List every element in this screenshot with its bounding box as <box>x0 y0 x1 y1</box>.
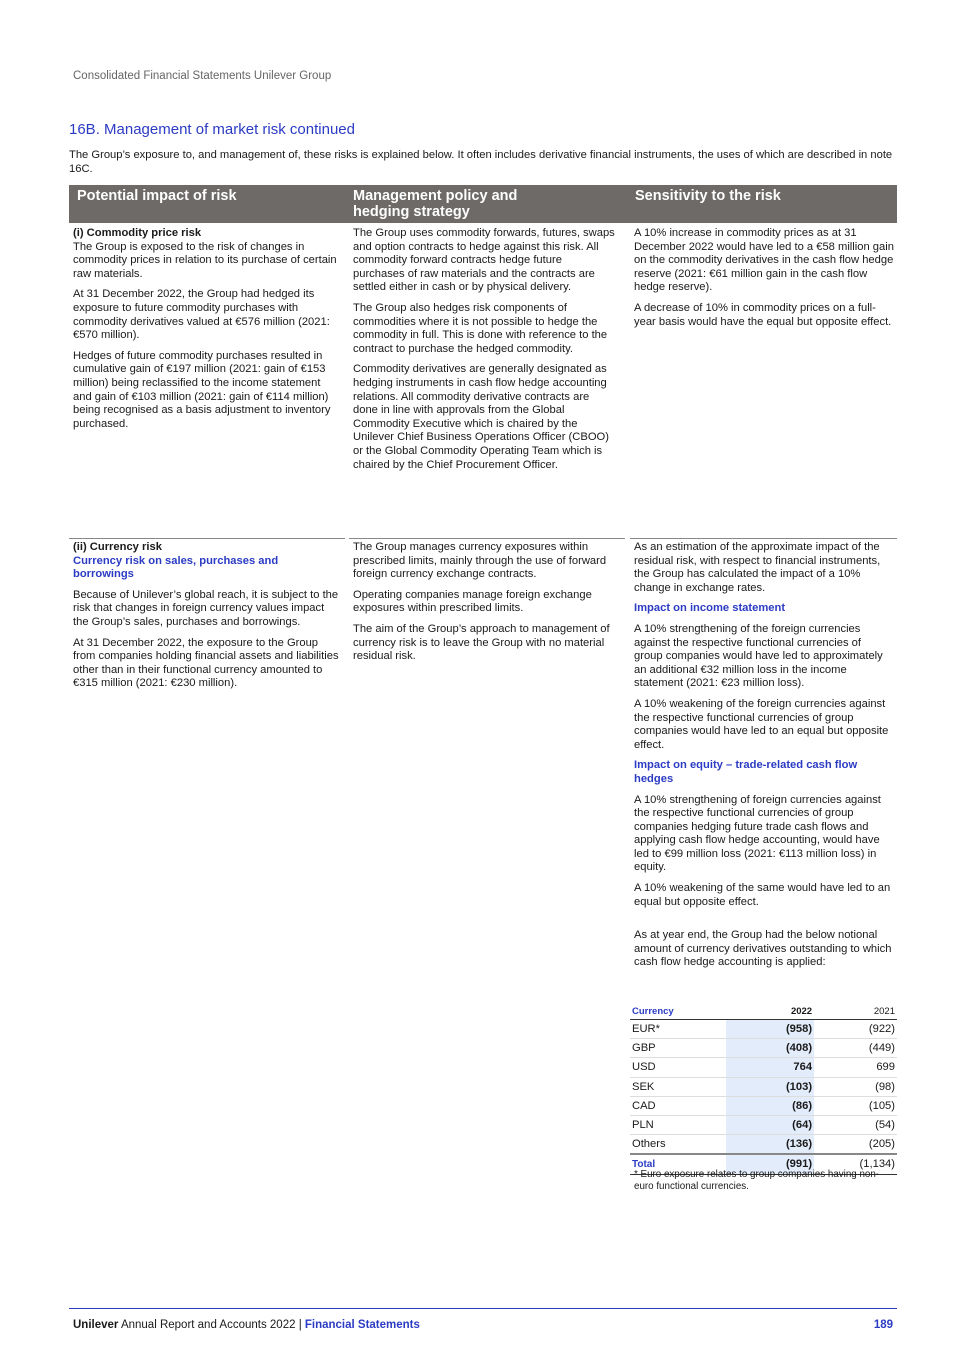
table-row <box>630 1115 897 1134</box>
cell: (86) <box>726 1096 814 1115</box>
cell: SEK <box>630 1077 726 1096</box>
cell: (98) <box>814 1077 897 1096</box>
paragraph: A 10% weakening of the foreign currencies against the respective functional currencies of group companies would have led to an equal but opposite effect. <box>634 697 889 751</box>
cell: 699 <box>814 1058 897 1077</box>
table-row <box>630 1096 897 1115</box>
paragraph: Operating companies manage foreign exchange exposures within prescribed limits. <box>353 588 592 615</box>
paragraph: As an estimation of the approximate impact of the residual risk, with respect to financial instruments, the Group has calculated the impact of a 10% change in exchange rates. <box>634 541 881 594</box>
cell: (54) <box>814 1115 897 1134</box>
cell: (136) <box>726 1135 814 1155</box>
currency-impact <box>73 541 339 698</box>
income-heading: Impact on income statement <box>634 602 786 615</box>
currency-heading: (ii) Currency risk <box>73 541 162 553</box>
cell: (991) <box>726 1154 814 1174</box>
commodity-sensitivity <box>634 227 894 336</box>
commodity-policy <box>353 227 615 479</box>
paragraph: The Group is exposed to the risk of changes in commodity prices in relation to its purchase of certain raw materials. <box>73 240 337 280</box>
currency-derivatives-table <box>630 1004 897 1175</box>
paragraph: A 10% strengthening of foreign currencies against the respective functional currencies of group companies hedging future trade cash flows and applying cash flow hedge accounting, would have led to €99 million loss (2021: €113 million loss) in equity. <box>634 793 881 874</box>
commodity-impact <box>73 227 338 438</box>
paragraph: Hedges of future commodity purchases resulted in cumulative gain of €197 million (2021: gain of €153 million) being reclassified to the income statement and gain of €103 million (2021: gain of €114 million) being recognised as a basis adjustment to inventory purchased. <box>73 349 331 430</box>
intro-paragraph: The Group’s exposure to, and management of, these risks is explained below. It often includes derivative financial instruments, the uses of which are described in note 16C. <box>69 149 893 175</box>
page-number: 189 <box>873 1319 893 1331</box>
cell: (408) <box>726 1039 814 1058</box>
cell: EUR* <box>630 1020 726 1039</box>
paragraph: The Group manages currency exposures within prescribed limits, mainly through the use of forward foreign currency exchange contracts. <box>353 541 607 581</box>
cell: (449) <box>814 1039 897 1058</box>
cell: PLN <box>630 1115 726 1134</box>
section-title: 16B. Management of market risk continued <box>69 121 355 138</box>
cell: Total <box>630 1154 726 1174</box>
running-header: Consolidated Financial Statements Unilever Group <box>73 70 332 82</box>
column-header: 2022 <box>726 1004 814 1020</box>
paragraph: A 10% weakening of the same would have led to an equal but opposite effect. <box>634 882 891 908</box>
cell: GBP <box>630 1039 726 1058</box>
header-policy: Management policy and hedging strategy <box>353 188 518 220</box>
currency-policy <box>353 541 619 671</box>
currency-sensitivity <box>634 541 892 977</box>
paragraph: The aim of the Group’s approach to management of currency risk is to leave the Group with no material residual risk. <box>353 622 610 663</box>
cell: 764 <box>726 1058 814 1077</box>
paragraph: Commodity derivatives are generally designated as hedging instruments in cash flow hedge accounting relations. All commodity derivative contracts are done in line with approvals from the Global Commodity Executive which is chaired by the Unilever Chief Business Operations Officer (CBOO) or the Global Commodity Operating Team which is chaired by the Chief Procurement Officer. <box>353 363 609 471</box>
column-header: Currency <box>630 1004 726 1020</box>
divider <box>69 538 345 539</box>
cell: CAD <box>630 1096 726 1115</box>
cell: (205) <box>814 1135 897 1155</box>
table-header-row <box>630 1004 897 1020</box>
paragraph: A 10% strengthening of the foreign currencies against the respective functional currencies of group companies would have led to approximately an additional €32 million loss in the income statement (2021: €23 million loss). <box>634 622 883 690</box>
paragraph: A decrease of 10% in commodity prices on a full-year basis would have the equal but opposite effect. <box>634 301 892 328</box>
paragraph: At 31 December 2022, the Group had hedged its exposure to future commodity purchases with commodity derivatives valued at €576 million (2021: €570 million). <box>73 288 330 342</box>
paragraph: At 31 December 2022, the exposure to the Group from companies holding financial assets and liabilities other than in their functional currency amounted to €315 million (2021: €230 million). <box>73 636 339 690</box>
footer <box>73 1319 420 1331</box>
divider <box>630 538 897 539</box>
cell: (105) <box>814 1096 897 1115</box>
footer-section-link[interactable]: Financial Statements <box>304 1319 420 1331</box>
cell: (103) <box>726 1077 814 1096</box>
cell: Others <box>630 1135 726 1155</box>
table-header <box>69 185 897 223</box>
table-row <box>630 1135 897 1155</box>
paragraph: The Group uses commodity forwards, futures, swaps and option contracts to hedge against this risk. All commodity forward contracts hedge future purchases of raw materials and the contracts are settled either in cash or by physical delivery. <box>353 227 615 294</box>
commodity-heading: (i) Commodity price risk <box>73 227 202 239</box>
cell: (64) <box>726 1115 814 1134</box>
header-sensitivity: Sensitivity to the risk <box>635 188 781 204</box>
cell: (958) <box>726 1020 814 1039</box>
footer-text: Annual Report and Accounts 2022 | <box>118 1319 305 1331</box>
table-row <box>630 1020 897 1039</box>
equity-heading: Impact on equity – trade-related cash flow hedges <box>634 759 858 785</box>
currency-subheading: Currency risk on sales, purchases and borrowings <box>73 554 279 581</box>
paragraph: A 10% increase in commodity prices as at 31 December 2022 would have led to a €58 million gain on the commodity derivatives in the cash flow hedge reserve (2021: €61 million gain in the cash flow hedge reserve). <box>634 227 894 294</box>
footer-rule <box>69 1308 897 1309</box>
header-impact: Potential impact of risk <box>77 188 237 204</box>
footer-brand: Unilever <box>73 1319 119 1331</box>
paragraph: The Group also hedges risk components of commodities where it is not possible to hedge the commodity in full. This is done with reference to the contract to purchase the hedged commodity. <box>353 301 608 355</box>
table-row <box>630 1058 897 1077</box>
footnote: * Euro exposure relates to group companies having non-euro functional currencies. <box>634 1169 880 1192</box>
cell: (922) <box>814 1020 897 1039</box>
cell: (1,134) <box>814 1154 897 1174</box>
paragraph: As at year end, the Group had the below notional amount of currency derivatives outstanding to which cash flow hedge accounting is applied: <box>634 929 892 969</box>
column-header: 2021 <box>814 1004 897 1020</box>
table-row <box>630 1039 897 1058</box>
divider <box>349 538 625 539</box>
cell: USD <box>630 1058 726 1077</box>
table-row <box>630 1077 897 1096</box>
paragraph: Because of Unilever’s global reach, it is subject to the risk that changes in foreign currency values impact the Group’s sales, purchases and borrowings. <box>73 588 339 628</box>
